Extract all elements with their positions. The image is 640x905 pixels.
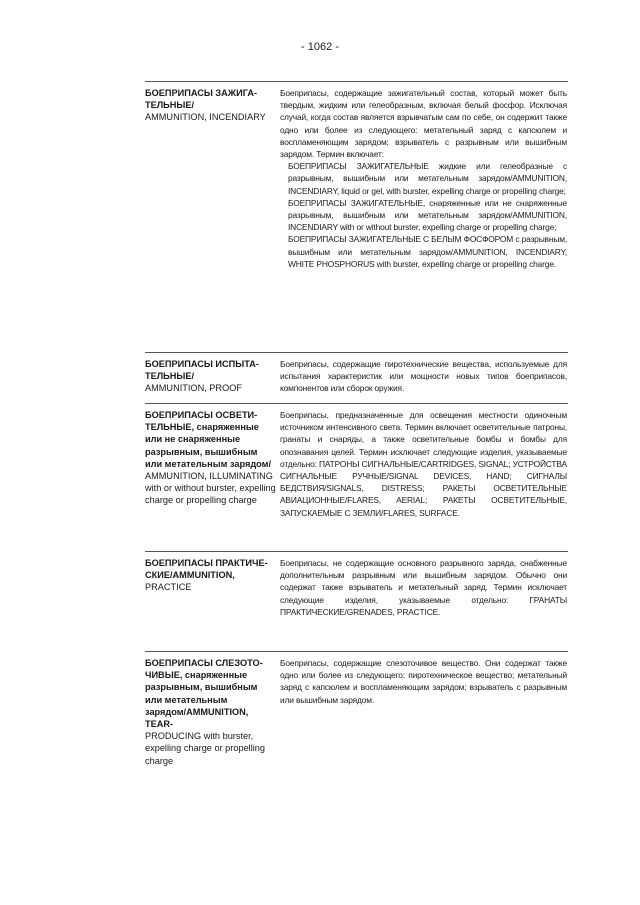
entry-ammunition-practice	[145, 551, 568, 618]
term-russian: БОЕПРИПАСЫ ЗАЖИГА-ТЕЛЬНЫЕ/	[145, 88, 258, 111]
entry-ammunition-tear-producing	[145, 651, 568, 767]
included-item: БОЕПРИПАСЫ ЗАЖИГАТЕЛЬНЫЕ жидкие или гелеобразные с разрывным, вышибным или метательным зарядом/AMMUNITION, INCENDIARY, liquid or gel, with burster, expelling charge or propelling charge;	[288, 161, 567, 196]
included-item: БОЕПРИПАСЫ ЗАЖИГАТЕЛЬНЫЕ, снаряженные или не снаряженные разрывным, вышибным или метательным зарядом/AMMUNITION, INCENDIARY with or without burster, expelling charge or propelling charge;	[288, 197, 567, 233]
term-russian: БОЕПРИПАСЫ ИСПЫТА-ТЕЛЬНЫЕ/	[145, 359, 259, 382]
entry-term	[145, 657, 280, 767]
entry-term	[145, 557, 280, 618]
term-english: PRODUCING with burster, expelling charge or propelling charge	[145, 731, 266, 766]
entry-definition	[280, 657, 567, 767]
entry-ammunition-illuminating	[145, 403, 568, 519]
term-english: AMMUNITION, ILLUMINATING with or without burster, expelling charge or propelling charge	[145, 471, 276, 506]
definition-text: Боеприпасы, предназначенные для освещения местности одиночным источником интенсивного света. Термин включает осветительные патроны, гранаты и снаряды, а также осветительные бомбы и бомбы для опознавания целей. Термин исключает следующие изделия, указываемые отдельно: ПАТРОНЫ СИГНАЛЬНЫЕ/CARTRIDGES, SIGNAL; УСТРОЙСТВА СИГНАЛЬНЫЕ РУЧНЫЕ/SIGNAL DEVICES, HAND; СИГНАЛЫ БЕДСТВИЯ/SIGNALS, DISTRESS; РАКЕТЫ ОСВЕТИТЕЛЬНЫЕ АВИАЦИОННЫЕ/FLARES, AERIAL; РАКЕТЫ ОСВЕТИТЕЛЬНЫЕ, ЗАПУСКАЕМЫЕ С ЗЕМЛИ/FLARES, SURFACE.	[280, 410, 567, 518]
entry-definition	[280, 87, 567, 270]
term-russian: БОЕПРИПАСЫ ПРАКТИЧЕ-СКИЕ/AMMUNITION,	[145, 558, 268, 581]
included-item: БОЕПРИПАСЫ ЗАЖИГАТЕЛЬНЫЕ С БЕЛЫМ ФОСФОРОМ с разрывным, вышибным или метательным зарядом/AMMUNITION, INCENDIARY, WHITE PHOSPHORUS with burster, expelling charge or propelling charge.	[288, 234, 567, 269]
term-russian: БОЕПРИПАСЫ СЛЕЗОТО-ЧИВЫЕ, снаряженные разрывным, вышибным или метательным зарядом/AMMUNITION, TEAR-	[145, 658, 263, 730]
entry-term	[145, 409, 280, 519]
definition-text: Боеприпасы, содержащие слезоточивое вещество. Они содержат также одно или более из следующего: пиротехническое вещество; метательный заряд с капсюлем и воспламеняющим зарядом; взрыватель с разрывным или вышибным зарядом.	[280, 658, 567, 705]
term-english: AMMUNITION, PROOF	[145, 383, 242, 394]
entry-definition	[280, 409, 567, 519]
definition-text: Боеприпасы, не содержащие основного разрывного заряда, снабженные дополнительным разрывным или вышибным зарядом. Обычно они содержат также взрыватель и метательный заряд. Термин исключает следующие изделия, указываемые отдельно: ГРАНАТЫ ПРАКТИЧЕСКИЕ/GRENADES, PRACTICE.	[280, 558, 567, 617]
term-english: AMMUNITION, INCENDIARY	[145, 112, 266, 123]
entry-ammunition-proof	[145, 352, 568, 395]
entry-ammunition-incendiary	[145, 81, 568, 270]
included-items-list	[280, 160, 567, 270]
term-russian: БОЕПРИПАСЫ ОСВЕТИ-ТЕЛЬНЫЕ, снаряженные или не снаряженные разрывным, вышибным или метательным зарядом/	[145, 410, 271, 469]
definition-text: Боеприпасы, содержащие зажигательный состав, который может быть твердым, жидким или гелеобразным, включая белый фосфор. Исключая случай, когда состав является взрывчатым сам по себе, он содержит также одно или более из следующего: метательный заряд с капсюлем и воспламеняющим зарядом; взрыватель с разрывным или вышибным зарядом. Термин включает:	[280, 88, 567, 160]
entry-definition	[280, 557, 567, 618]
entry-definition	[280, 358, 567, 395]
page-number: - 1062 -	[301, 41, 339, 53]
entry-term	[145, 87, 280, 270]
entry-term	[145, 358, 280, 395]
term-english: PRACTICE	[145, 582, 192, 593]
definition-text: Боеприпасы, содержащие пиротехнические вещества, используемые для испытания характеристик или мощности новых типов боеприпасов, компонентов или сборок оружия.	[280, 359, 567, 394]
